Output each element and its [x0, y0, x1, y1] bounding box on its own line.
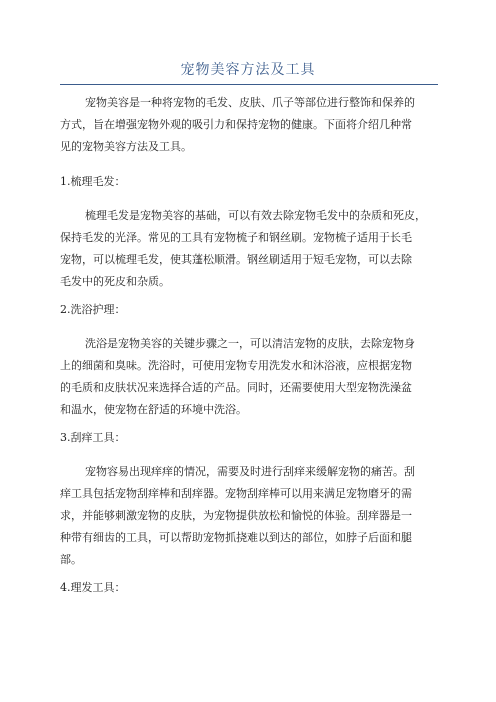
paragraph-line: 毛发中的死皮和杂质。 [60, 275, 170, 288]
paragraph-line: 方式，旨在增强宠物外观的吸引力和保持宠物的健康。下面将介绍几种常 [60, 118, 412, 131]
paragraph-line: 部。 [60, 553, 82, 566]
section-heading-2: 2.洗浴护理： [60, 303, 126, 316]
paragraph-line: 宠物容易出现痒痒的情况，需要及时进行刮痒来缓解宠物的痛苦。刮 [85, 465, 415, 478]
section-heading-1: 1.梳理毛发： [60, 175, 126, 188]
intro-paragraph [60, 92, 442, 158]
section-paragraph-3 [60, 461, 442, 571]
paragraph-line: 见的宠物美容方法及工具。 [60, 140, 192, 153]
section-paragraph-2 [60, 333, 442, 421]
paragraph-line: 求，并能够刺激宠物的皮肤，为宠物提供放松和愉悦的体验。刮痒器是一 [60, 509, 412, 522]
section-heading-4: 4.理发工具： [60, 581, 126, 594]
paragraph-line: 的毛质和皮肤状况来选择合适的产品。同时，还需要使用大型宠物洗澡盆 [60, 381, 412, 394]
paragraph-line: 梳理毛发是宠物美容的基础，可以有效去除宠物毛发中的杂质和死皮， [85, 209, 426, 222]
paragraph-line: 洗浴是宠物美容的关键步骤之一，可以清洁宠物的皮肤，去除宠物身 [85, 337, 415, 350]
title-underline [60, 84, 438, 85]
paragraph-line: 和温水，使宠物在舒适的环境中洗浴。 [60, 403, 247, 416]
paragraph-line: 痒工具包括宠物刮痒棒和刮痒器。宠物刮痒棒可以用来满足宠物磨牙的需 [60, 487, 412, 500]
paragraph-line: 种带有细齿的工具，可以帮助宠物抓挠难以到达的部位，如脖子后面和腿 [60, 531, 412, 544]
document-title: 宠物美容方法及工具 [180, 62, 316, 78]
section-heading-3: 3.刮痒工具： [60, 431, 126, 444]
paragraph-line: 宠物美容是一种将宠物的毛发、皮肤、爪子等部位进行整饰和保养的 [85, 96, 415, 109]
section-paragraph-1 [60, 205, 442, 293]
paragraph-line: 上的细菌和臭味。洗浴时，可使用宠物专用洗发水和沐浴液，应根据宠物 [60, 359, 412, 372]
paragraph-line: 宠物，可以梳理毛发，使其蓬松顺滑。钢丝刷适用于短毛宠物，可以去除 [60, 253, 412, 266]
paragraph-line: 保持毛发的光泽。常见的工具有宠物梳子和钢丝刷。宠物梳子适用于长毛 [60, 231, 412, 244]
